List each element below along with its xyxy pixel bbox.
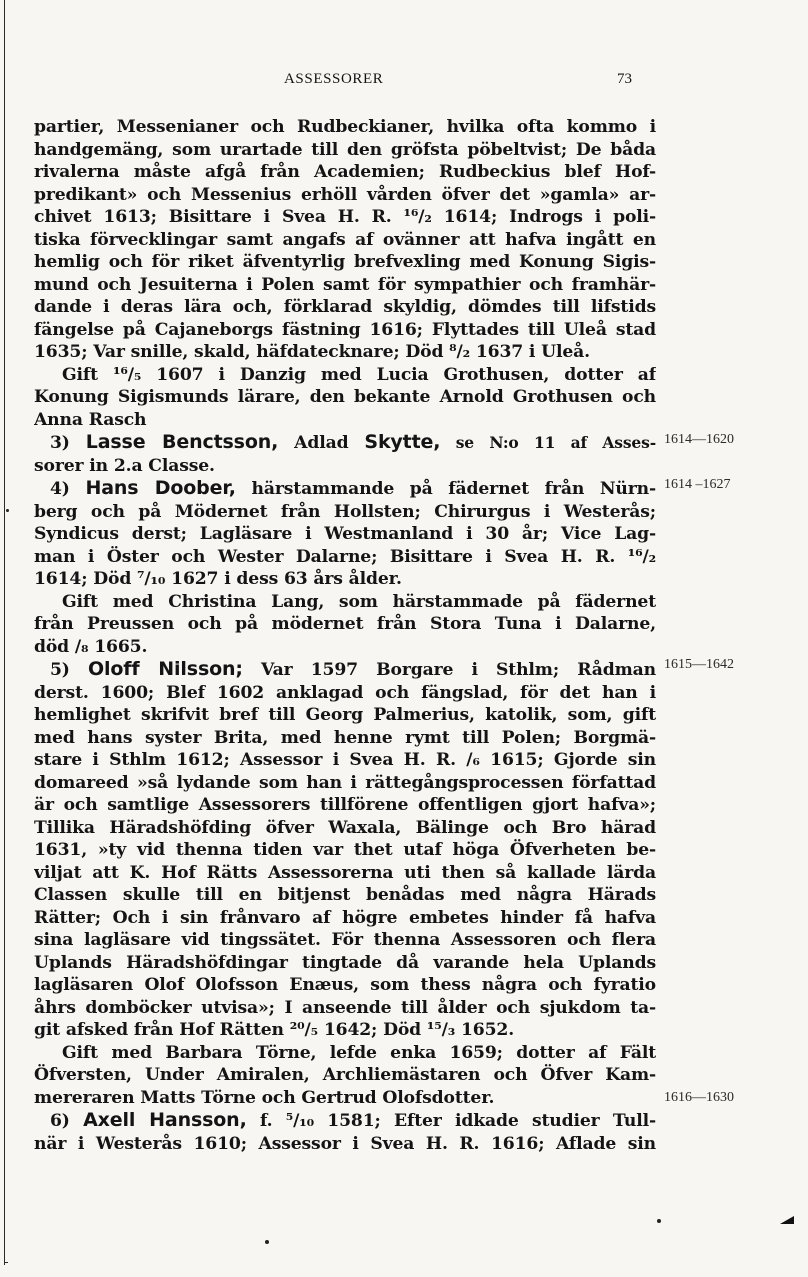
text-line: 1614; Död ⁷/₁₀ 1627 i dess 63 års ålder.: [34, 569, 402, 589]
entry-number: 3): [50, 433, 70, 453]
text-line: derst. 1600; Blef 1602 anklagad och fängslad, för det han i: [34, 682, 656, 703]
text-line: hemlig och för riket äfventyrlig brefvexling med Konung Sigis-: [34, 252, 656, 272]
text-line: berg och på Mödernet från Hollsten; Chirurgus i Westerås;: [34, 501, 656, 522]
text-line: tiska förvecklingar samt angafs af ovänner att hafva ingått en: [34, 229, 656, 250]
entry-4-name: Hans Doober,: [85, 477, 236, 499]
text-line: Syndicus derst; Lagläsare i Westmanland i 30 år; Vice Lag-: [34, 524, 656, 544]
entry-number: 4): [50, 479, 70, 499]
text-line: rivalerna måste afgå från Academien; Rudbeckius blef Hof-: [34, 162, 656, 182]
entry-number: 5): [50, 660, 70, 680]
text-line: Anna Rasch: [34, 409, 147, 430]
text-line: fängelse på Cajaneborgs fästning 1616; Flyttades till Uleå stad: [34, 319, 656, 340]
text-line: Konung Sigismunds lärare, den bekante Arnold Grothusen och: [34, 387, 656, 407]
text-line: dande i deras lära och, förklarad skyldig, dömdes till lifstids: [34, 297, 656, 317]
margin-years-entry-3: 1614—1620: [664, 432, 734, 447]
entry-6-heading-line: [34, 1109, 656, 1133]
text-line: mund och Jesuiterna i Polen samt för sympathier och framhär-: [34, 274, 656, 295]
page-number: 73: [617, 71, 632, 87]
text-line: handgemäng, som urartade till den gröfsta pöbeltvist; De båda: [34, 139, 656, 160]
text-line: partier, Messenianer och Rudbeckianer, hvilka ofta kommo i: [34, 117, 656, 137]
page-body-text: [34, 116, 656, 1155]
entry-3-text: se N:o 11 af Asses-: [440, 433, 656, 452]
text-line: 1635; Var snille, skald, häfdatecknare; Död ⁸/₂ 1637 i Uleå.: [34, 342, 590, 362]
text-line: åhrs domböcker utvisa»; I anseende till ålder och sjukdom ta-: [34, 997, 656, 1018]
text-line: predikant» och Messenius erhöll vården öfver det »gamla» ar-: [34, 184, 656, 205]
entry-3-text: Adlad: [278, 433, 365, 453]
text-line: är och samtlige Assessorers tillförene offentligen gjort hafva»;: [34, 795, 656, 815]
entry-6-name: Axell Hansson,: [83, 1109, 247, 1131]
running-head: [0, 71, 808, 91]
stray-print-dot: [657, 1219, 661, 1223]
text-line: git afsked från Hof Rätten ²⁰/₅ 1642; Död ¹⁵/₃ 1652.: [34, 1020, 515, 1040]
text-line: Rätter; Och i sin frånvaro af högre embetes hinder få hafva: [34, 907, 656, 928]
text-line: Gift ¹⁶/₅ 1607 i Danzig med Lucia Grothusen, dotter af: [62, 364, 656, 385]
text-line: stare i Sthlm 1612; Assessor i Svea H. R. /₆ 1615; Gjorde sin: [34, 750, 656, 770]
text-line: död /₈ 1665.: [34, 636, 148, 657]
entry-3-name-2: Skytte,: [364, 431, 441, 453]
entry-4-heading-line: [34, 477, 656, 501]
entry-5-heading-line: [34, 658, 656, 682]
margin-years-entry-4: 1614 –1627: [664, 477, 731, 492]
entry-number: 6): [50, 1111, 70, 1131]
entry-6-text: f. ⁵/₁₀ 1581; Efter idkade studier Tull-: [246, 1111, 656, 1131]
margin-years-entry-6: 1616—1630: [664, 1090, 734, 1105]
margin-years-entry-5: 1615—1642: [664, 657, 734, 672]
entry-5-text: Var 1597 Borgare i Sthlm; Rådman: [242, 660, 656, 680]
entry-3-heading-line: [34, 431, 656, 455]
text-line: domareed »så lydande som han i rättegångsprocessen författad: [34, 772, 656, 793]
entry-3-name: Lasse Benctsson,: [85, 431, 279, 453]
text-line: med hans syster Brita, med henne rymt till Polen; Borgmä-: [34, 727, 656, 748]
text-line: Tillika Häradshöfding öfver Waxala, Bälinge och Bro härad: [34, 817, 656, 838]
text-line: lagläsaren Olof Olofsson Enæus, som thess några och fyratio: [34, 975, 656, 995]
text-line: chivet 1613; Bisittare i Svea H. R. ¹⁶/₂ 1614; Indrogs i poli-: [34, 207, 656, 227]
binding-edge-foot: [4, 1262, 8, 1263]
stray-print-dot: [6, 509, 9, 512]
text-line: Gift med Christina Lang, som härstammade på fädernet: [62, 591, 656, 612]
binding-edge-line: [4, 0, 5, 1265]
text-line: Uplands Häradshöfdingar tingtade då varande hela Uplands: [34, 952, 656, 973]
entry-4-text: härstammande på fädernet från Nürn-: [235, 479, 656, 499]
text-line: mereraren Matts Törne och Gertrud Olofsdotter.: [34, 1087, 495, 1108]
text-line: 1631, »ty vid thenna tiden var thet utaf höga Öfverheten be-: [34, 840, 656, 860]
text-line: när i Westerås 1610; Assessor i Svea H. R. 1616; Aflade sin: [34, 1133, 656, 1154]
text-line: Classen skulle till en bitjenst benådas med några Härads: [34, 885, 656, 905]
text-line: sorer in 2.a Classe.: [34, 455, 215, 476]
stray-print-triangle: [780, 1216, 794, 1224]
text-line: Gift med Barbara Törne, lefde enka 1659; dotter af Fält: [62, 1042, 656, 1063]
text-line: sina lagläsare vid tingssätet. För thenna Assessoren och flera: [34, 930, 656, 950]
text-line: viljat att K. Hof Rätts Assessorerna uti then så kallade lärda: [34, 862, 656, 883]
text-line: Öfversten, Under Amiralen, Archliemästaren och Öfver Kam-: [34, 1065, 656, 1085]
text-line: hemlighet skrifvit bref till Georg Palmerius, katolik, som, gift: [34, 705, 656, 725]
stray-print-dot: [265, 1240, 269, 1244]
text-line: från Preussen och på mödernet från Stora Tuna i Dalarne,: [34, 614, 656, 634]
running-head-title: ASSESSORER: [284, 71, 384, 87]
entry-5-name: Oloff Nilsson;: [87, 658, 243, 680]
text-line: man i Öster och Wester Dalarne; Bisittare i Svea H. R. ¹⁶/₂: [34, 546, 656, 567]
